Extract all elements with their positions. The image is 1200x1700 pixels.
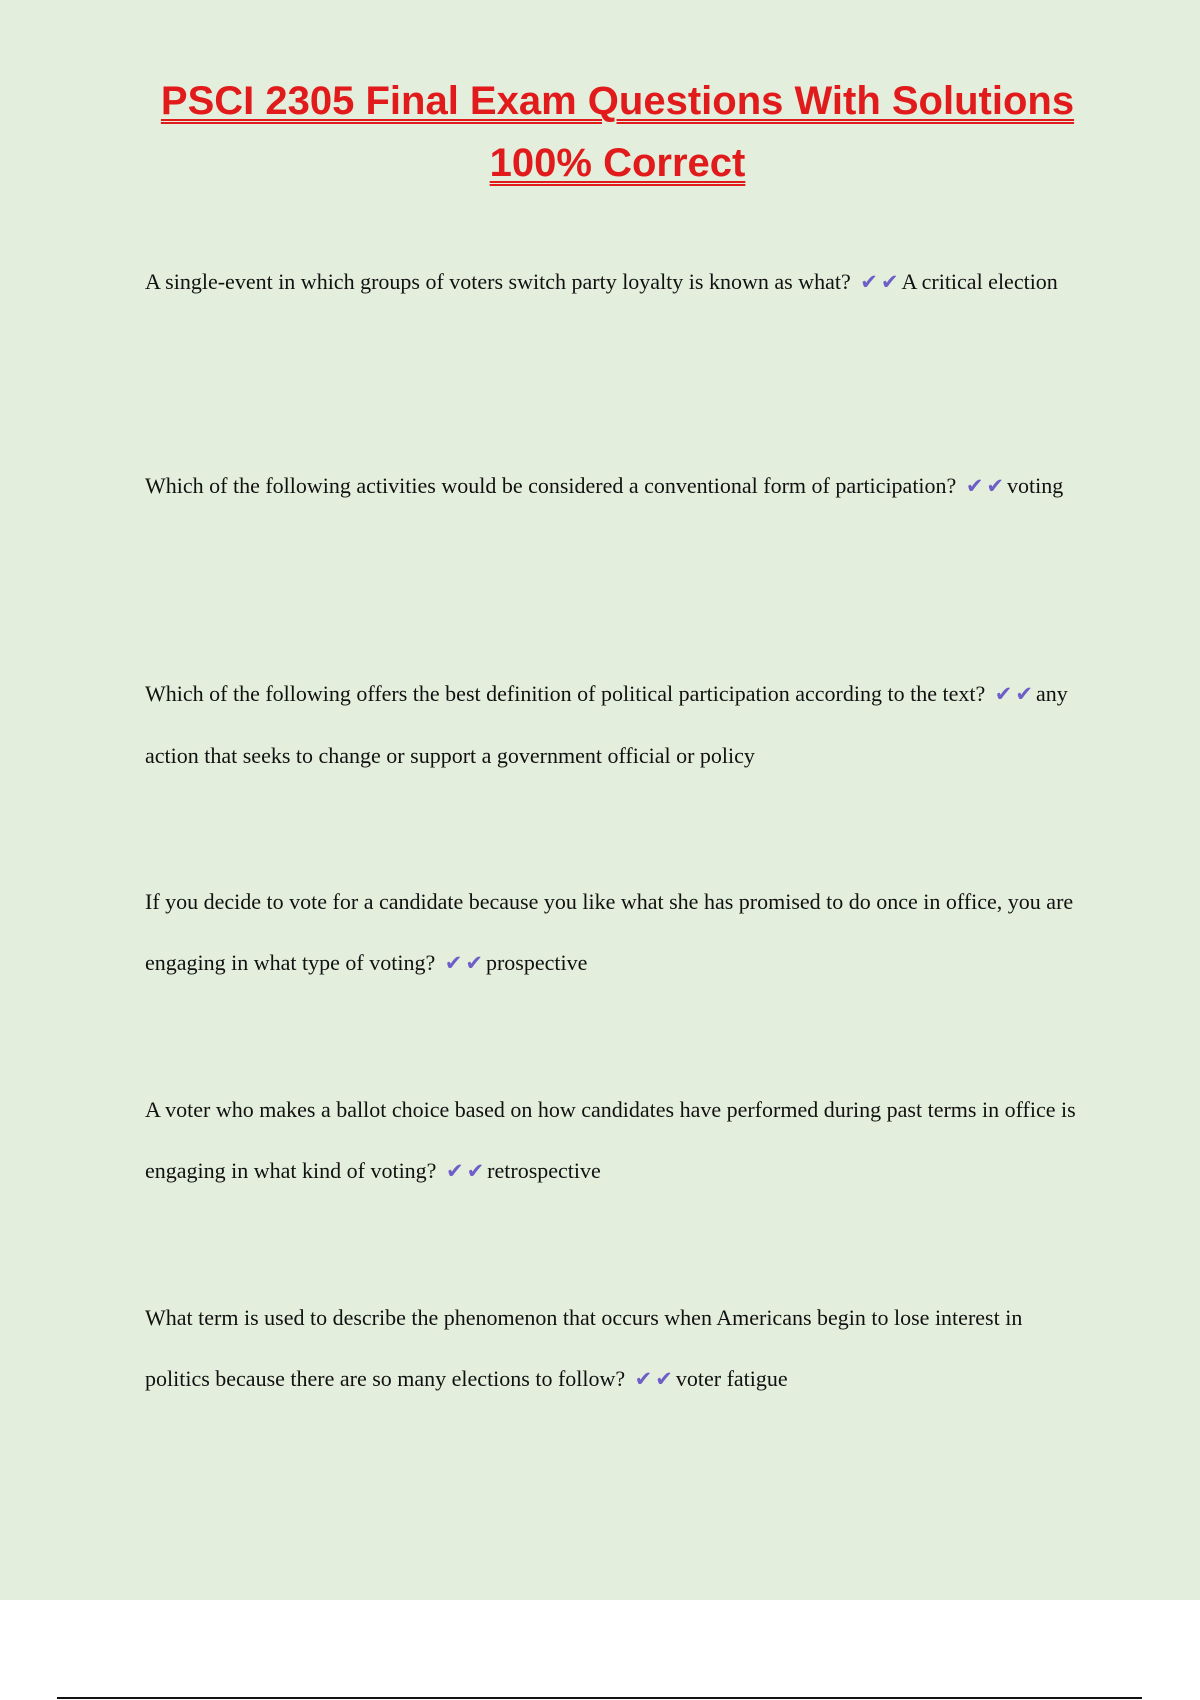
question-text: If you decide to vote for a candidate because you like what she has promised to do once in office, you are engaging in what type of voting?: [145, 889, 1074, 975]
qa-item: [145, 663, 1090, 786]
check-mark-icon: ✔: [465, 951, 483, 975]
qa-item: [145, 1079, 1090, 1202]
qa-item: [145, 251, 1090, 313]
question-text: A voter who makes a ballot choice based on how candidates have performed during past terms in office is engaging in what kind of voting?: [145, 1097, 1076, 1183]
check-mark-icon: ✔: [466, 1159, 485, 1183]
check-mark-icon: ✔: [986, 474, 1005, 498]
document-title: [145, 70, 1090, 194]
question-text: Which of the following activities would be considered a conventional form of participation?: [145, 473, 957, 498]
qa-item: [145, 455, 1090, 517]
title-line-1: PSCI 2305 Final Exam Questions With Solutions: [160, 79, 1075, 123]
check-mark-icon: ✔: [860, 270, 878, 294]
qa-item: [145, 1287, 1090, 1410]
question-text: A single-event in which groups of voters switch party loyalty is known as what?: [145, 269, 851, 294]
question-text: Which of the following offers the best definition of political participation according to the text?: [145, 681, 986, 706]
answer-text: voter fatigue: [675, 1366, 788, 1391]
check-mark-icon: ✔: [880, 270, 899, 294]
answer-text: A critical election: [901, 269, 1058, 294]
check-mark-icon: ✔: [655, 1367, 673, 1391]
check-mark-icon: ✔: [444, 951, 463, 975]
check-mark-icon: ✔: [994, 682, 1013, 706]
answer-text: prospective: [485, 950, 588, 975]
check-mark-icon: ✔: [965, 474, 984, 498]
footer-divider: [57, 1697, 1142, 1699]
answer-text: voting: [1007, 473, 1064, 498]
answer-text: retrospective: [487, 1158, 601, 1183]
qa-item: [145, 871, 1090, 994]
check-mark-icon: ✔: [634, 1367, 653, 1391]
check-mark-icon: ✔: [1015, 682, 1033, 706]
answer-text: any action that seeks to change or support a government official or policy: [145, 681, 1068, 768]
check-mark-icon: ✔: [445, 1159, 464, 1183]
question-text: What term is used to describe the phenomenon that occurs when Americans begin to lose interest in politics because there are so many elections to follow?: [145, 1305, 1023, 1391]
title-line-2: 100% Correct: [489, 141, 746, 185]
